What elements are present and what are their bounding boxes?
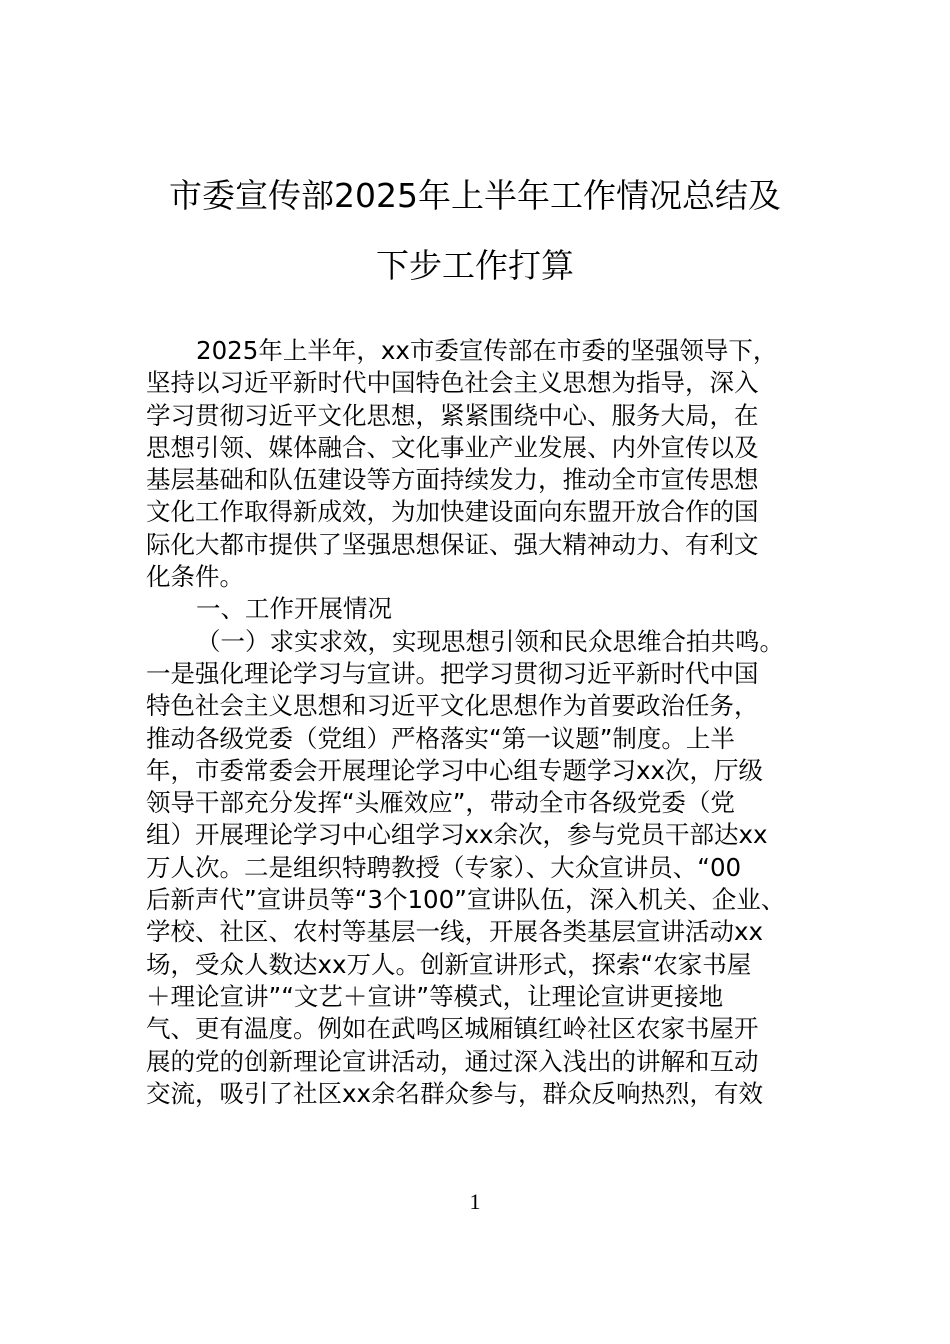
body-line: 组）开展理论学习中心组学习xx余次，参与党员干部达xx <box>146 820 768 850</box>
body-line: 基层基础和队伍建设等方面持续发力，推动全市宣传思想 <box>146 465 759 495</box>
body-line: 气、更有温度。例如在武鸣区城厢镇红岭社区农家书屋开 <box>146 1014 759 1044</box>
body-line: 学习贯彻习近平文化思想，紧紧围绕中心、服务大局，在 <box>146 400 759 430</box>
body-line: 文化工作取得新成效，为加快建设面向东盟开放合作的国 <box>146 497 759 527</box>
body-line: 一是强化理论学习与宣讲。把学习贯彻习近平新时代中国 <box>146 658 759 688</box>
body-line: 际化大都市提供了坚强思想保证、强大精神动力、有利文 <box>146 529 759 559</box>
body-line: 年，市委常委会开展理论学习中心组专题学习xx次，厅级 <box>146 755 763 785</box>
body-line: 化条件。 <box>146 562 244 592</box>
subsection-heading: （一）求实求效，实现思想引领和民众思维合拍共鸣。 <box>196 626 784 656</box>
document-body <box>146 335 816 1110</box>
body-line: 特色社会主义思想和习近平文化思想作为首要政治任务， <box>146 691 759 721</box>
page-number: 1 <box>469 1189 481 1214</box>
body-line: ＋理论宣讲”“文艺＋宣讲”等模式，让理论宣讲更接地 <box>146 981 724 1011</box>
body-line: 推动各级党委（党组）严格落实“第一议题”制度。上半 <box>146 723 735 753</box>
section-heading: 一、工作开展情况 <box>196 594 392 624</box>
body-line: 后新声代”宣讲员等“3个100”宣讲队伍，深入机关、企业、 <box>146 885 786 915</box>
body-line: 2025年上半年，xx市委宣传部在市委的坚强领导下， <box>196 336 778 365</box>
body-line: 领导干部充分发挥“头雁效应”，带动全市各级党委（党 <box>146 788 735 818</box>
body-line: 场，受众人数达xx万人。创新宣讲形式，探索“农家书屋 <box>146 949 752 979</box>
document-title-line-1: 市委宣传部2025年上半年工作情况总结及 <box>169 176 781 215</box>
body-line: 坚持以习近平新时代中国特色社会主义思想为指导，深入 <box>146 368 759 398</box>
body-line: 思想引领、媒体融合、文化事业产业发展、内外宣传以及 <box>146 432 759 462</box>
body-line: 万人次。二是组织特聘教授（专家）、大众宣讲员、“00 <box>146 852 742 882</box>
document-title-line-2: 下步工作打算 <box>376 246 574 285</box>
body-line: 学校、社区、农村等基层一线，开展各类基层宣讲活动xx <box>146 917 763 947</box>
body-line: 展的党的创新理论宣讲活动，通过深入浅出的讲解和互动 <box>146 1046 759 1076</box>
body-line: 交流，吸引了社区xx余名群众参与，群众反响热烈，有效 <box>146 1078 763 1108</box>
